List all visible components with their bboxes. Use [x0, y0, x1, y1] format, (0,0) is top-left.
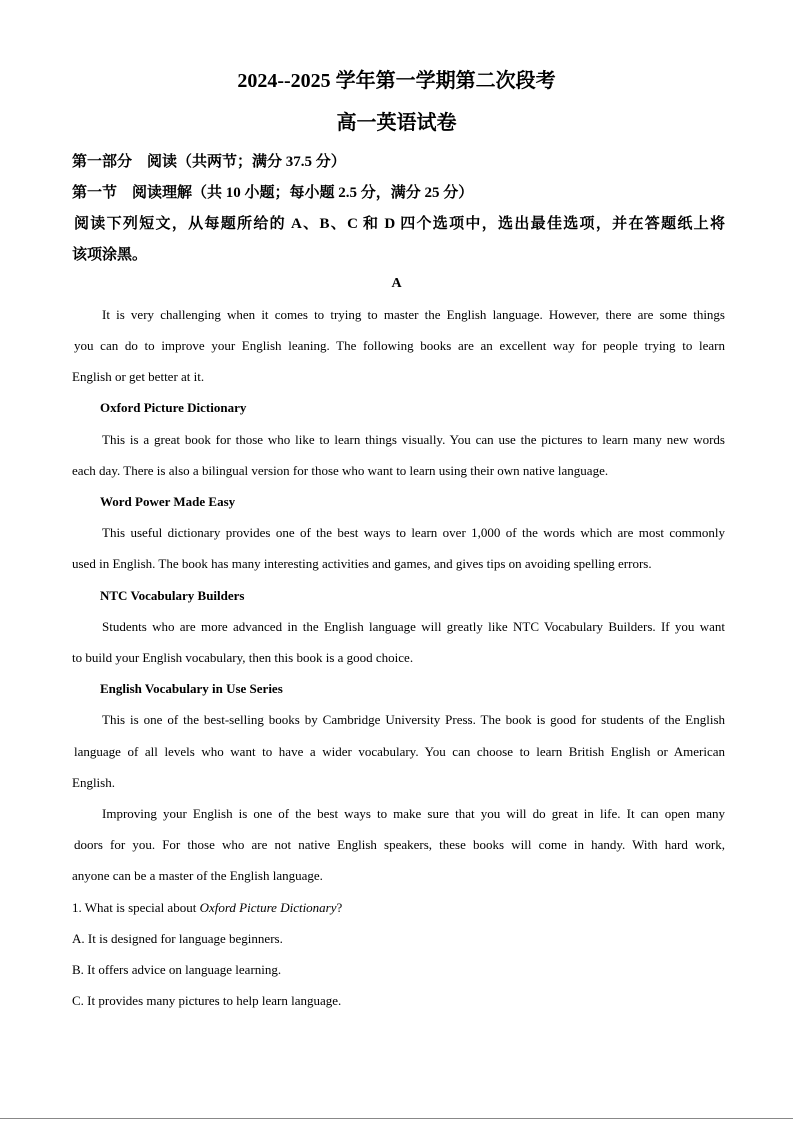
closing-line-1: Improving your English is one of the best ways to make sure that you will do great in life. It can open many — [102, 806, 725, 821]
closing-line-2: doors for you. For those who are not native English speakers, these books will come in handy. With hard work, — [74, 837, 725, 852]
question-1-suffix: ? — [336, 900, 343, 915]
question-1-option-a: A. It is designed for language beginners. — [72, 931, 283, 946]
book-oxford-line-1: This is a great book for those who like to learn things visually. You can use the pictures to learn many new words — [102, 432, 725, 447]
page-bottom-divider — [0, 1118, 793, 1119]
book-title-vocab-in-use: English Vocabulary in Use Series — [100, 681, 283, 696]
book-title-ntc: NTC Vocabulary Builders — [100, 588, 245, 603]
question-1-option-c: C. It provides many pictures to help learn language. — [72, 993, 342, 1008]
question-1-prompt — [72, 900, 725, 916]
book-word-power-line-1: This useful dictionary provides one of the best ways to learn over 1,000 of the words which are most commonly — [102, 525, 725, 540]
part-one-heading: 第一部分 阅读（共两节；满分 37.5 分） — [72, 154, 346, 170]
intro-line-2: you can do to improve your English leaning. The following books are an excellent way for people trying to learn — [74, 338, 725, 353]
exam-title: 2024--2025 学年第一学期第二次段考 — [237, 70, 556, 92]
book-title-word-power: Word Power Made Easy — [100, 494, 236, 509]
question-1-prefix: 1. What is special about — [72, 900, 200, 915]
subject-title: 高一英语试卷 — [336, 112, 457, 134]
book-ntc-line-2: to build your English vocabulary, then this book is a good choice. — [72, 650, 414, 665]
question-1-book-name: Oxford Picture Dictionary — [199, 900, 337, 915]
question-1-option-b: B. It offers advice on language learning. — [72, 962, 282, 977]
book-vocab-in-use-line-2: language of all levels who want to have a wider vocabulary. You can choose to learn British English or American — [74, 744, 725, 759]
intro-line-3: English or get better at it. — [72, 369, 205, 384]
book-word-power-line-2: used in English. The book has many interesting activities and games, and gives tips on avoiding spelling errors. — [72, 556, 652, 571]
section-one-heading: 第一节 阅读理解（共 10 小题；每小题 2.5 分，满分 25 分） — [72, 185, 474, 201]
closing-line-3: anyone can be a master of the English language. — [72, 868, 323, 883]
book-title-oxford: Oxford Picture Dictionary — [100, 400, 247, 415]
directions-line-1: 阅读下列短文，从每题所给的 A、B、C 和 D 四个选项中，选出最佳选项，并在答题纸上将 — [74, 216, 725, 232]
book-vocab-in-use-line-3: English. — [72, 775, 115, 790]
book-ntc-line-1: Students who are more advanced in the English language will greatly like NTC Vocabulary Builders. If you want — [102, 619, 725, 634]
book-vocab-in-use-line-1: This is one of the best-selling books by Cambridge University Press. The book is good for students of the English — [102, 712, 725, 727]
directions-line-2: 该项涂黑。 — [72, 247, 148, 263]
book-oxford-line-2: each day. There is also a bilingual version for those who want to learn using their own native language. — [72, 463, 609, 478]
passage-letter: A — [391, 276, 402, 291]
intro-line-1: It is very challenging when it comes to trying to master the English language. However, there are some things — [102, 307, 725, 322]
